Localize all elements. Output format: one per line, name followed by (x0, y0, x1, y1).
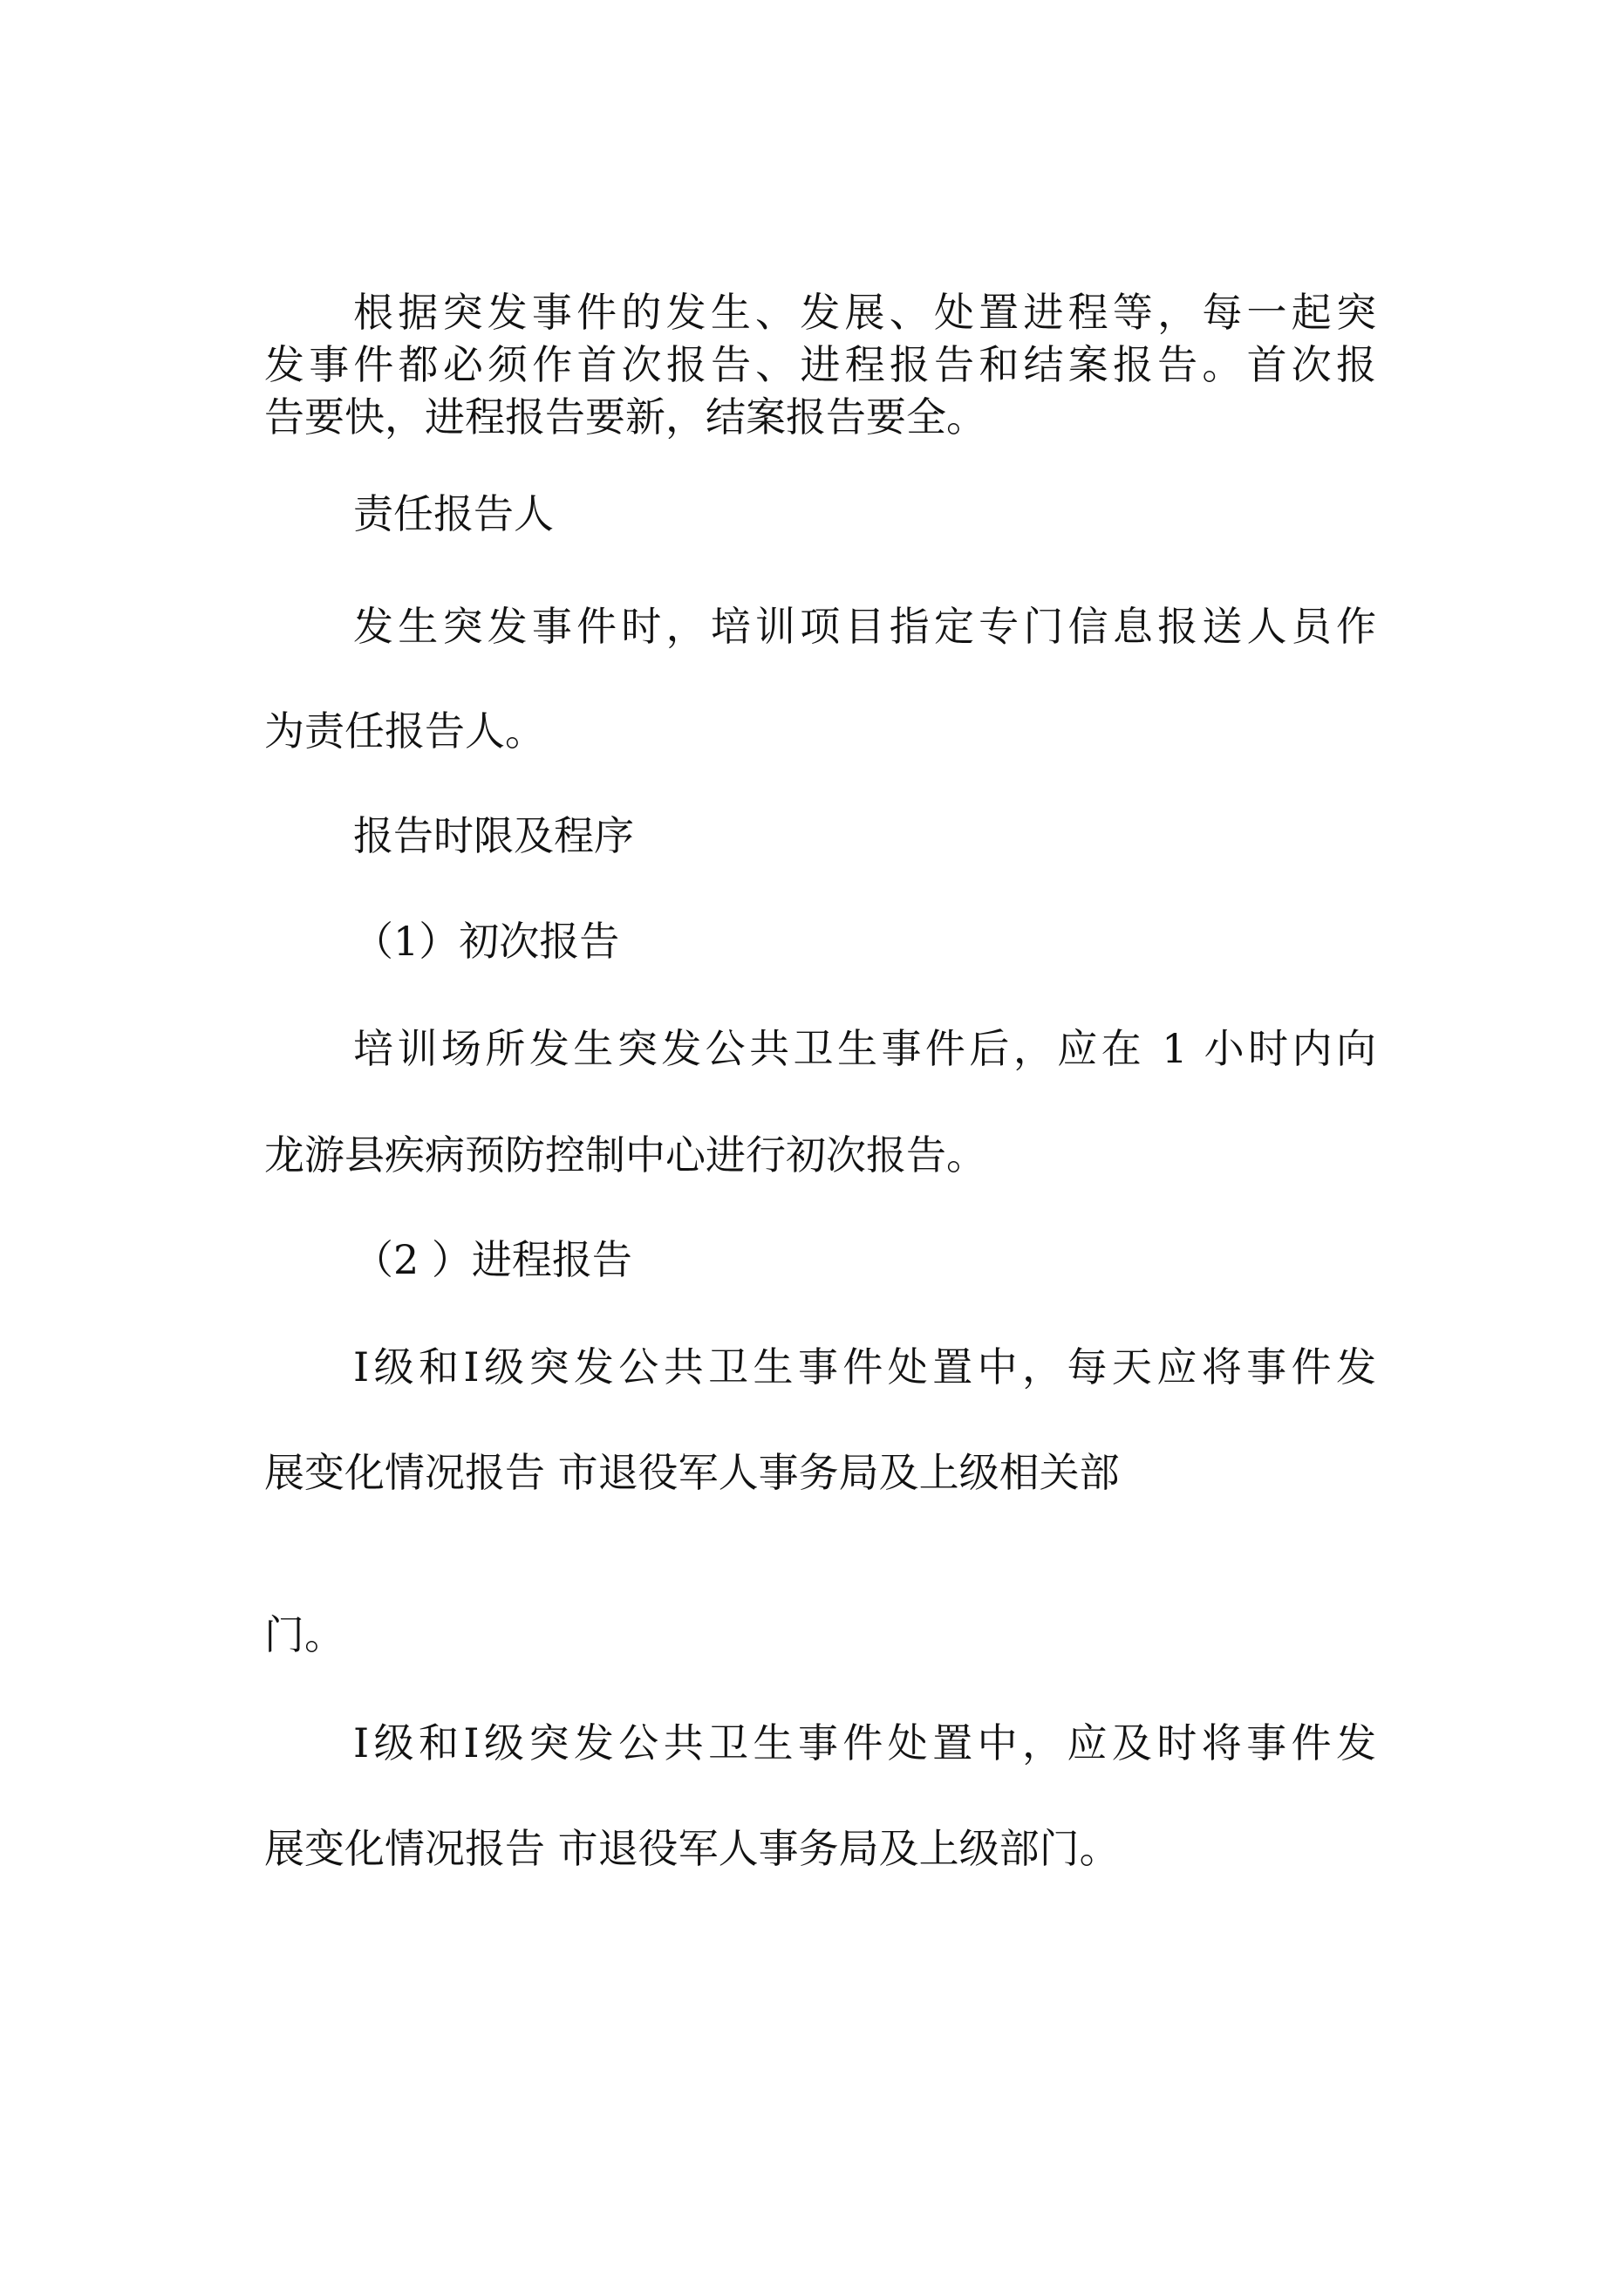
paragraph-line: Ⅰ级和Ⅰ级突发公共卫生事件处置中，每天应将事件发 (353, 1343, 1376, 1391)
paragraph-line: 根据突发事件的发生、发展、处置进程等，每一起突 (353, 289, 1376, 336)
paragraph-line: 发事件都必须作首次报告、进程报告和结案报告。首次报 (264, 341, 1376, 388)
paragraph-line: 发生突发事件时，培训项目指定专门信息报送人员作 (353, 603, 1376, 650)
section-heading: 责任报告人 (353, 490, 554, 537)
paragraph-line: 龙游县疾病预防控制中心进行初次报告。 (264, 1131, 986, 1179)
paragraph-line: 展变化情况报告 市退役军人事务局及上级相关部 (264, 1449, 1120, 1496)
section-heading: 报告时限及程序 (353, 812, 634, 859)
subsection-heading: （1）初次报告 (353, 918, 620, 965)
paragraph-line: 为责任报告人。 (264, 707, 545, 755)
subsection-heading: （2 ）进程报告 (353, 1236, 632, 1283)
paragraph-line: Ⅰ级和Ⅰ级突发公共卫生事件处置中，应及时将事件发 (353, 1719, 1376, 1766)
paragraph-line: 告要快，进程报告要新，结案报告要全。 (264, 393, 986, 441)
paragraph-line: 门。 (264, 1611, 344, 1658)
paragraph-line: 展变化情况报告 市退役军人事务局及上级部门。 (264, 1825, 1120, 1872)
paragraph-line: 培训场所发生突发公共卫生事件后，应在 1 小时内向 (353, 1025, 1376, 1072)
